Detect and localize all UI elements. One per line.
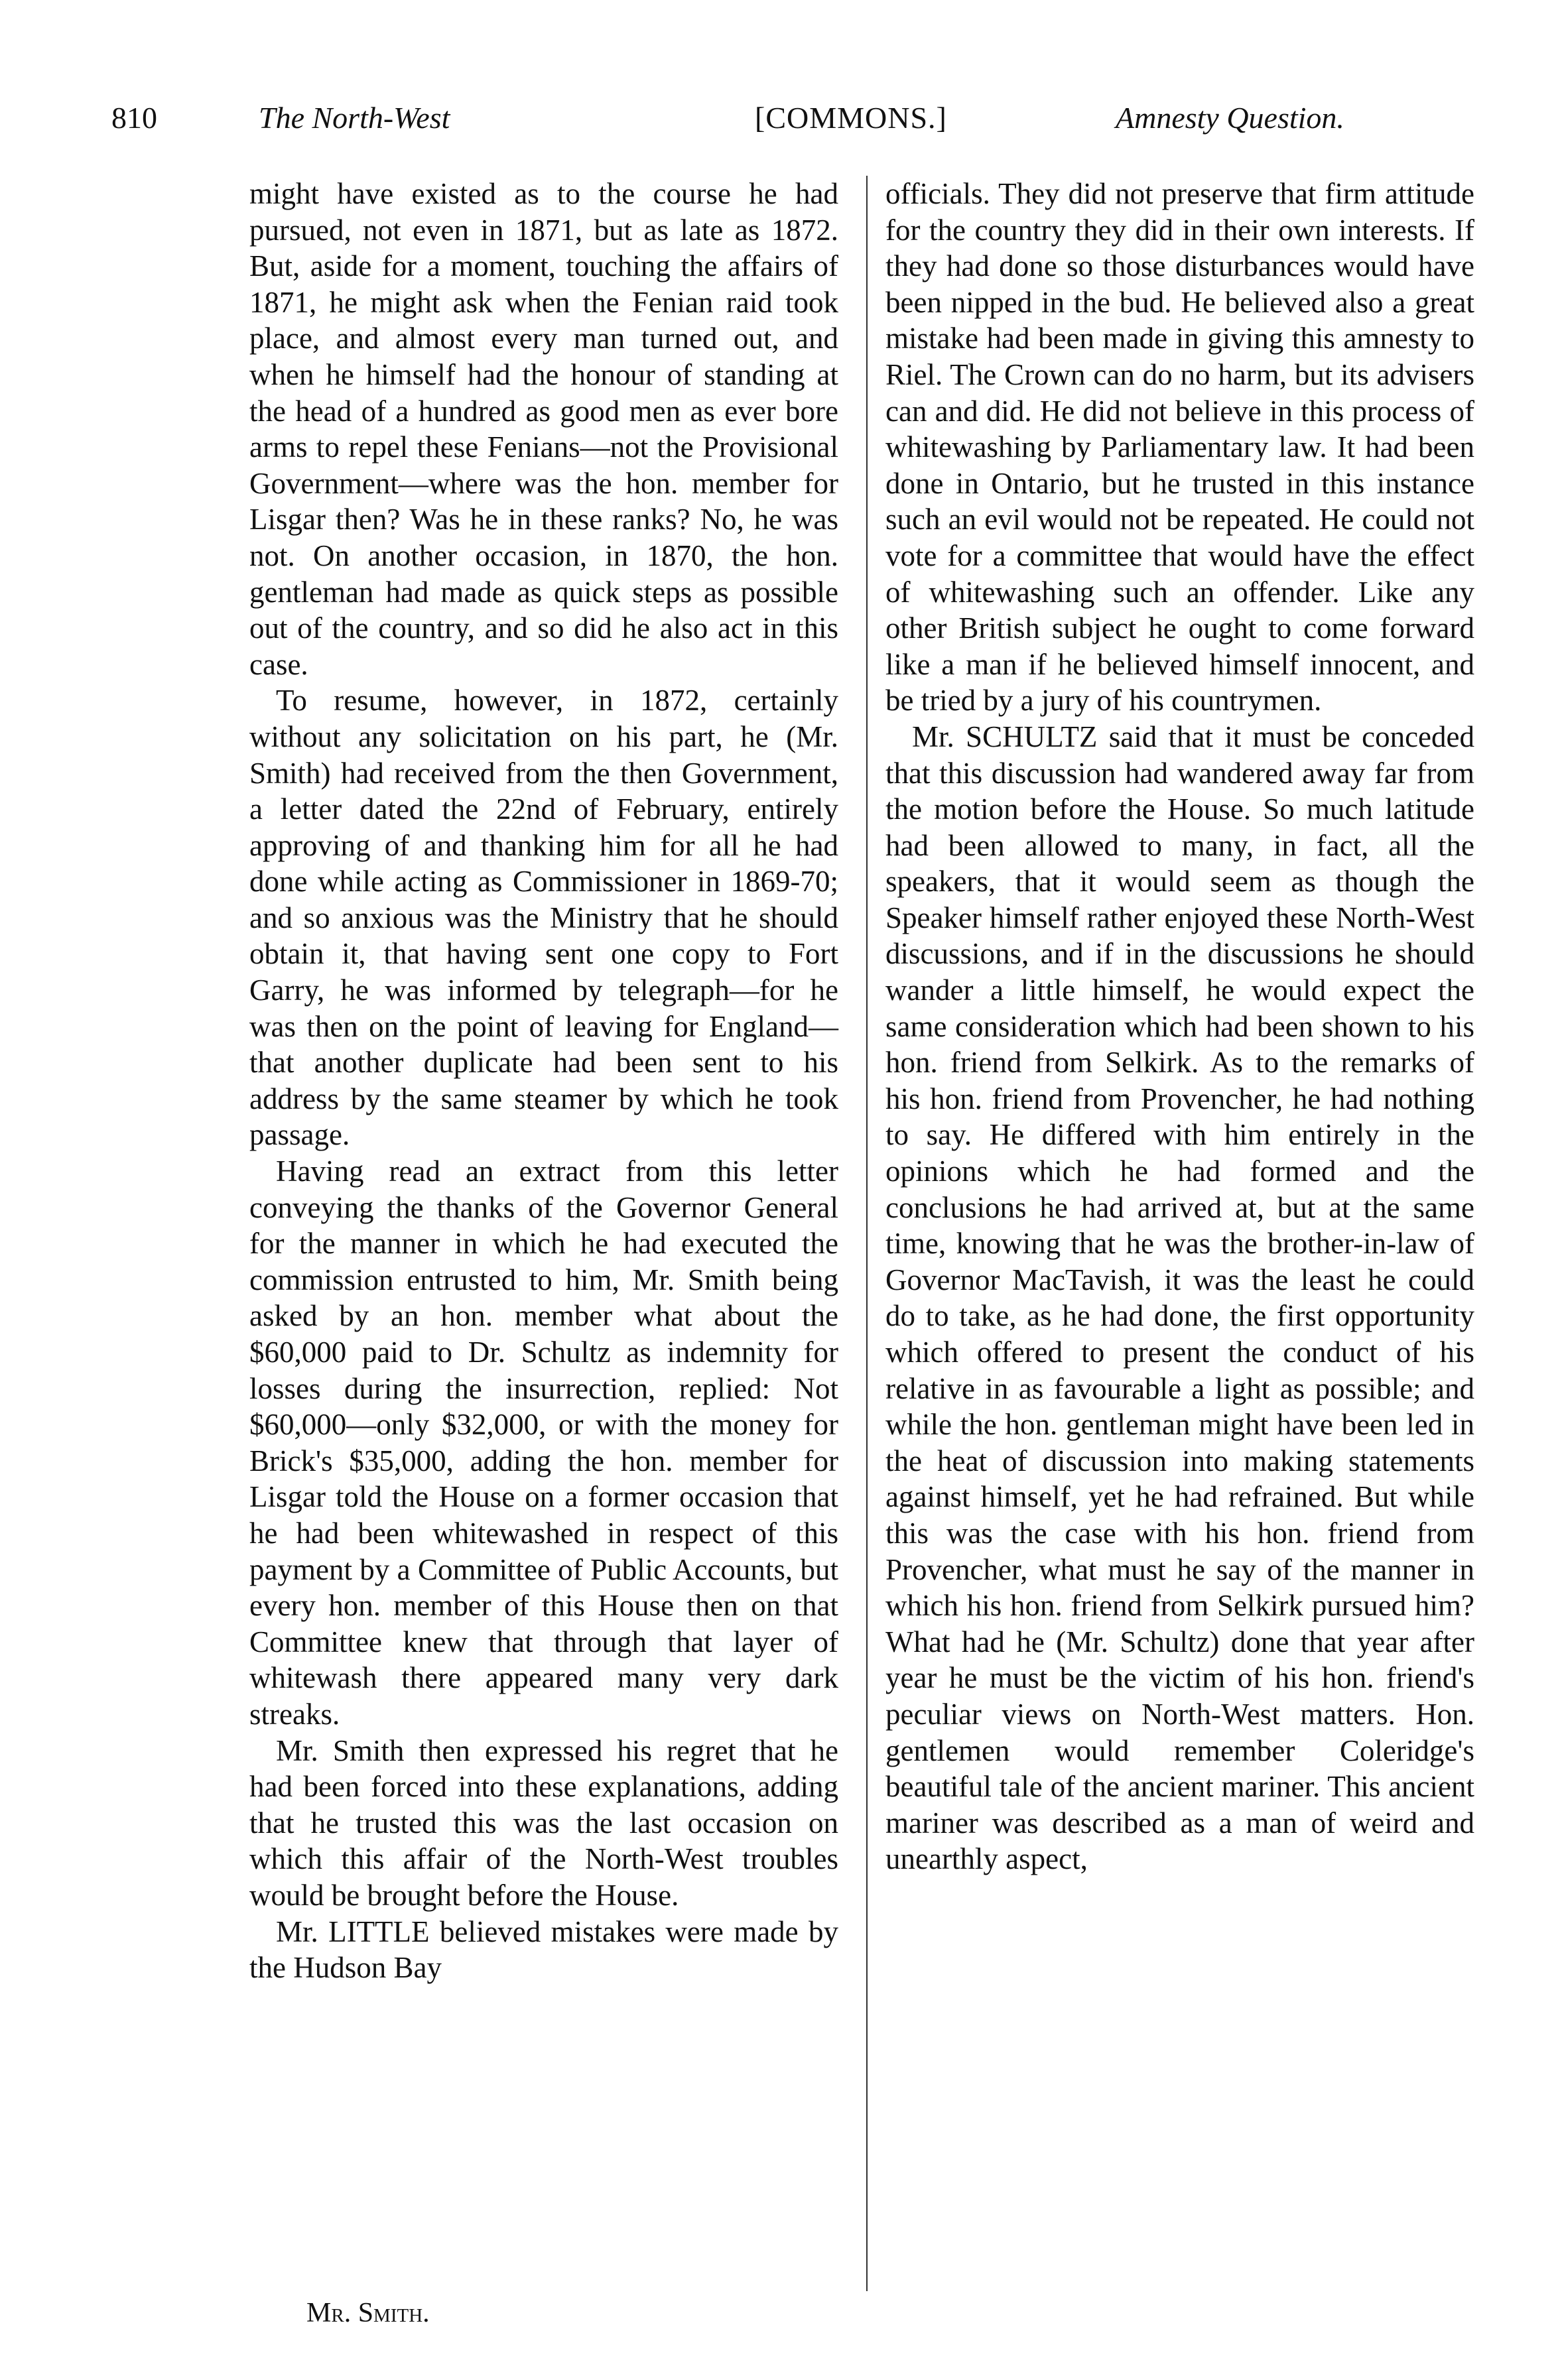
running-header — [111, 98, 1411, 138]
paragraph: To resume, however, in 1872, certainly without any solicitation on his part, he (Mr. Smith) had received from the then Government, a letter dated the 22nd of February, entirely approving of and thanking him for all he had done while acting as Commissioner in 1869-70; and so anxious was the Ministry that he should obtain it, that having sent one copy to Fort Garry, he was informed by telegraph—for he was then on the point of leaving for England—that another duplicate had been sent to his address by the same steamer by which he took passage. — [249, 684, 838, 1152]
column-divider — [866, 176, 868, 2291]
paragraph: Mr. Smith then expressed his regret that he had been forced into these explanations, adding that he trusted this was the last occasion on which this affair of the North-West troubles would be brought before the House. — [249, 1733, 838, 1912]
paragraph: Mr. LITTLE believed mistakes were made by the Hudson Bay — [249, 1914, 838, 1985]
header-right-title: Amnesty Question. — [1116, 101, 1344, 135]
left-column — [249, 176, 838, 1986]
paragraph: might have existed as to the course he had pursued, not even in 1871, but as late as 1872. But, aside for a moment, touching the affairs of 1871, he might ask when the Fenian raid took place, and almost every man turned out, and when he himself had the honour of standing at the head of a hundred as good men as ever bore arms to repel these Fenians—not the Provisional Government—where was the hon. member for Lisgar then? Was he in these ranks? No, he was not. On another occasion, in 1870, the hon. gentleman had made as quick steps as possible out of the country, and so did he also act in this case. — [249, 177, 838, 681]
header-left-title: The North-West — [259, 101, 450, 135]
paragraph: officials. They did not preserve that firm attitude for the country they did in their own interests. If they had done so those disturbances would have been nipped in the bud. He believed also a great mistake had been made in giving this amnesty to Riel. The Crown can do no harm, but its advisers can and did. He did not believe in this process of whitewashing by Parliamentary law. It had been done in Ontario, but he trusted in this instance such an evil would not be repeated. He could not vote for a committee that would have the effect of whitewashing such an offender. Like any other British subject he ought to come forward like a man if he believed himself innocent, and be tried by a jury of his countrymen. — [885, 177, 1474, 718]
paragraph: Having read an extract from this letter conveying the thanks of the Governor General for the manner in which he had executed the commission entrusted to him, Mr. Smith being asked by an hon. member what about the $60,000 paid to Dr. Schultz as indemnity for losses during the insurrection, replied: Not $60,000—only $32,000, or with the money for Brick's $35,000, adding the hon. member for Lisgar told the House on a former occasion that he had been whitewashed in respect of this payment by a Committee of Public Accounts, but every hon. member of this House then on that Committee knew that through that layer of whitewash there appeared many very dark streaks. — [249, 1155, 838, 1731]
page-number: 810 — [111, 101, 157, 135]
paragraph: Mr. SCHULTZ said that it must be conceded that this discussion had wandered away far from the motion before the House. So much latitude had been allowed to many, in fact, all the speakers, that it would seem as though the Speaker himself rather enjoyed these North-West discussions, and if in the discussions he should wander a little himself, he would expect the same consideration which had been shown to his hon. friend from Selkirk. As to the remarks of his hon. friend from Provencher, he had nothing to say. He differed with him entirely in the opinions which he had formed and the conclusions he had arrived at, but at the same time, knowing that he was the brother-in-law of Governor MacTavish, it was the least he could do to take, as he had done, the first opportunity which offered to present the conduct of his relative in as favourable a light as possible; and while the hon. gentleman might have been led in the heat of discussion into making statements against himself, yet he had refrained. But while this was the case with his hon. friend from Provencher, what must he say of the manner in which his hon. friend from Selkirk pursued him? What had he (Mr. Schultz) done that year after year he must be the victim of his hon. friend's peculiar views on North-West matters. Hon. gentlemen would remember Coleridge's beautiful tale of the ancient mariner. This ancient mariner was described as a man of weird and unearthly aspect, — [885, 720, 1474, 1876]
header-center-title: [COMMONS.] — [755, 101, 947, 135]
right-column — [885, 176, 1474, 1877]
footer-catchword: Mr. Smith. — [306, 2298, 430, 2328]
